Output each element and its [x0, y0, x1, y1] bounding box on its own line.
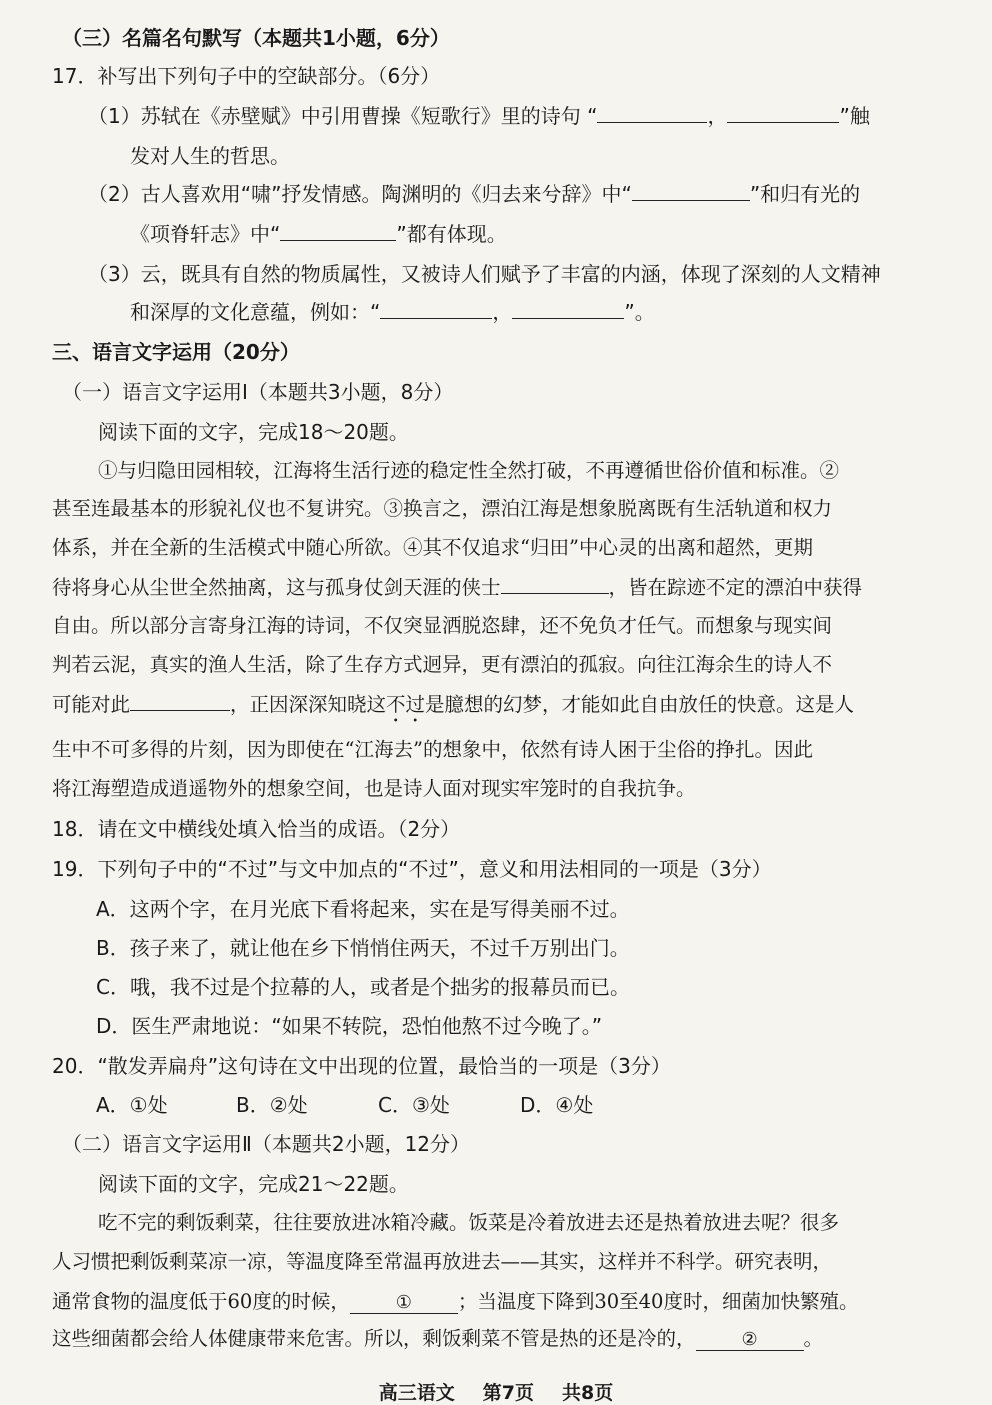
question-17-1: [88, 102, 870, 130]
question-17-3-continued: [130, 298, 655, 326]
passage-1-line: 判若云泥，真实的渔人生活，除了生存方式迥异，更有漂泊的孤寂。向往江海余生的诗人不: [52, 653, 833, 676]
answer-blank[interactable]: [597, 102, 707, 123]
passage-1-line: [52, 690, 854, 727]
question-19: 19．下列句子中的“不过”与文中加点的“不过”，意义和用法相同的一项是（3分）: [52, 857, 772, 881]
passage-text: ；当温度下降到30至40度时，细菌加快繁殖。: [457, 1290, 859, 1313]
question-17-stem: 17．补写出下列句子中的空缺部分。（6分）: [52, 64, 441, 88]
question-17-2: [88, 180, 860, 208]
passage-1-line: 自由。所以部分言寄身江海的诗词，不仅突显洒脱恣肆，还不免负才任气。而想象与现实间: [52, 614, 833, 637]
footer-page-number: 第7页: [482, 1382, 534, 1404]
question-17-2-continued: [130, 220, 507, 248]
passage-1-line: 将江海塑造成逍遥物外的想象空间，也是诗人面对现实牢笼时的自我抗争。: [52, 777, 696, 800]
passage-2-line: [52, 1325, 823, 1353]
question-19-option-a[interactable]: A．这两个字，在月光底下看将起来，实在是写得美丽不过。: [96, 897, 630, 921]
answer-blank[interactable]: [280, 220, 396, 241]
comma: ，: [707, 104, 728, 128]
question-17-3-text-end: ”。: [624, 300, 655, 324]
question-17-2-text-end: ”和归有光的: [749, 182, 861, 206]
passage-text: 通常食物的温度低于60度的时候，: [52, 1290, 350, 1313]
question-17-3: （3）云，既具有自然的物质属性，又被诗人们赋予了丰富的内涵，体现了深刻的人文精神: [88, 262, 881, 286]
passage-1-line: 甚至连最基本的形貌礼仪也不复讲究。③换言之，漂泊江海是想象脱离既有生活轨道和权力: [52, 497, 833, 520]
question-20-option-c[interactable]: C．③处: [378, 1093, 450, 1117]
question-17-1-text-end: ”触: [839, 104, 870, 128]
page-footer: [0, 1378, 992, 1405]
subsection-heading-1: （一）语言文字运用Ⅰ（本题共3小题，8分）: [62, 380, 454, 404]
answer-blank[interactable]: [727, 102, 839, 123]
question-17-1-continued: 发对人生的哲思。: [130, 144, 290, 168]
passage-text: 待将身心从尘世全然抽离，这与孤身仗剑天涯的侠士: [52, 576, 501, 599]
section-heading-language-use: 三、语言文字运用（20分）: [52, 340, 300, 364]
question-17-2-text: （2）古人喜欢用“啸”抒发情感。陶渊明的《归去来兮辞》中“: [88, 182, 632, 206]
reading-instruction-2: 阅读下面的文字，完成21～22题。: [98, 1172, 409, 1196]
footer-total-pages: 共8页: [562, 1382, 614, 1404]
question-17-1-text: （1）苏轼在《赤壁赋》中引用曹操《短歌行》里的诗句 “: [88, 104, 598, 128]
subsection-heading-2: （二）语言文字运用Ⅱ（本题共2小题，12分）: [62, 1132, 471, 1156]
idiom-blank[interactable]: [501, 573, 609, 594]
question-19-option-b[interactable]: B．孩子来了，就让他在乡下悄悄住两天，不过千万别出门。: [96, 936, 630, 960]
comma: ，: [492, 300, 513, 324]
passage-1-line: 生中不可多得的片刻，因为即使在“江海去”的想象中，依然有诗人困于尘俗的挣扎。因此: [52, 738, 813, 761]
answer-blank[interactable]: [512, 298, 624, 319]
question-19-option-c[interactable]: C．哦，我不过是个拉幕的人，或者是个拙劣的报幕员而已。: [96, 975, 630, 999]
question-20: 20．“散发弄扁舟”这句诗在文中出现的位置，最恰当的一项是（3分）: [52, 1054, 671, 1078]
question-20-option-d[interactable]: D．④处: [520, 1093, 594, 1117]
answer-blank-1[interactable]: ①: [350, 1293, 458, 1314]
passage-1-line: [52, 573, 862, 602]
question-17-2-text2-end: ”都有体现。: [396, 222, 507, 246]
answer-blank[interactable]: [632, 180, 750, 201]
passage-1-line: 体系，并在全新的生活模式中随心所欲。④其不仅追求“归田”中心灵的出离和超然，更期: [52, 536, 813, 559]
passage-text: ，皆在踪迹不定的漂泊中获得: [608, 576, 863, 599]
question-20-option-a[interactable]: A．①处: [96, 1093, 168, 1117]
question-17-2-text2: 《项脊轩志》中“: [130, 222, 281, 246]
reading-instruction-1: 阅读下面的文字，完成18～20题。: [98, 420, 409, 444]
idiom-blank[interactable]: [130, 690, 230, 711]
passage-text: 是臆想的幻梦，才能如此自由放任的快意。这是人: [425, 693, 855, 716]
passage-2-line: 人习惯把剩饭剩菜凉一凉，等温度降至常温再放进去——其实，这样并不科学。研究表明，: [52, 1250, 833, 1273]
answer-blank-2[interactable]: ②: [696, 1330, 804, 1351]
section-heading-famous-quotes: （三）名篇名句默写（本题共1小题，6分）: [62, 26, 450, 50]
question-17-3-text: 和深厚的文化意蕴，例如：“: [130, 300, 381, 324]
question-20-option-b[interactable]: B．②处: [236, 1093, 308, 1117]
passage-text: 。: [803, 1327, 824, 1350]
passage-2-line: [52, 1288, 858, 1316]
emphasized-word: 不过: [386, 693, 426, 716]
question-18: 18．请在文中横线处填入恰当的成语。（2分）: [52, 817, 461, 841]
answer-blank[interactable]: [380, 298, 492, 319]
question-19-option-d[interactable]: D．医生严肃地说：“如果不转院，恐怕他熬不过今晚了。”: [96, 1014, 603, 1038]
footer-subject: 高三语文: [378, 1382, 455, 1404]
passage-2-line: 吃不完的剩饭剩菜，往往要放进冰箱冷藏。饭菜是冷着放进去还是热着放进去呢？很多: [98, 1211, 840, 1234]
passage-text: 这些细菌都会给人体健康带来危害。所以，剩饭剩菜不管是热的还是冷的，: [52, 1327, 696, 1350]
passage-text: 可能对此: [52, 693, 131, 716]
passage-1-line: ①与归隐田园相较，江海将生活行迹的稳定性全然打破，不再遵循世俗价值和标准。②: [98, 459, 840, 482]
passage-text: ，正因深深知晓这: [230, 693, 387, 716]
